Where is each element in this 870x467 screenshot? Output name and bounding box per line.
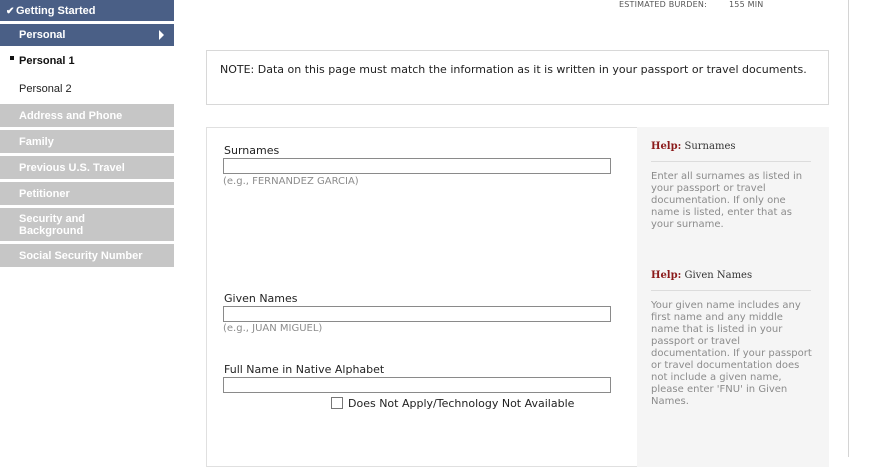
bullet-icon: [10, 56, 14, 60]
sidebar-item-personal-1[interactable]: [0, 49, 174, 73]
estimated-burden: [619, 0, 763, 10]
help-surnames-title: [651, 141, 736, 152]
help-given-names-title: [651, 270, 752, 281]
sidebar-item-label: Personal 1: [19, 55, 75, 67]
surnames-label: Surnames: [224, 144, 280, 157]
surnames-example: (e.g., FERNANDEZ GARCIA): [223, 176, 359, 187]
sidebar-item-label: Family: [19, 136, 54, 148]
sidebar-item-label: Personal: [19, 29, 66, 41]
triangle-right-icon: [159, 30, 164, 40]
help-surnames-text: Enter all surnames as listed in your passport or travel documentation. If only one name is listed, enter that as your surname.: [651, 171, 803, 230]
burden-value: 155 MIN: [728, 0, 764, 9]
sidebar-item-social-security-number: [0, 244, 174, 267]
page-right-border: [848, 0, 849, 457]
note-text: NOTE: Data on this page must match the information as it is written in your passport or travel documents.: [220, 63, 807, 76]
given-names-label: Given Names: [224, 292, 298, 305]
sidebar-item-label: Petitioner: [19, 188, 70, 200]
native-name-input[interactable]: [223, 377, 611, 393]
checkmark-icon: ✔: [6, 6, 15, 17]
surnames-input[interactable]: [223, 158, 611, 174]
sidebar-item-label: Social Security Number: [19, 250, 143, 262]
help-given-names-text: Your given name includes any first name and any middle name that is listed in your passport or travel documentation. If your passport or travel documentation does not include a given name, please enter 'FNU' in Given Names.: [651, 300, 812, 407]
sidebar-item-label: Previous U.S. Travel: [19, 162, 125, 174]
help-prefix: Help:: [651, 141, 682, 152]
sidebar-item-label: Personal 2: [19, 83, 72, 95]
help-surnames-heading: Surnames: [684, 141, 736, 152]
sidebar-item-family: [0, 130, 174, 153]
sidebar-item-getting-started[interactable]: [0, 0, 174, 21]
note-box: [206, 50, 829, 105]
does-not-apply-option[interactable]: [331, 397, 611, 411]
given-names-example: (e.g., JUAN MIGUEL): [223, 323, 323, 334]
help-given-names-heading: Given Names: [684, 270, 753, 281]
help-divider: [651, 290, 811, 291]
native-name-label: Full Name in Native Alphabet: [224, 363, 385, 376]
help-divider: [651, 161, 811, 162]
sidebar-item-security-and-background: [0, 208, 174, 241]
sidebar-item-label: Security and Background: [19, 213, 86, 237]
sidebar-item-previous-us-travel: [0, 156, 174, 179]
sidebar-item-address-and-phone: [0, 104, 174, 127]
does-not-apply-label: Does Not Apply/Technology Not Available: [348, 397, 575, 410]
help-prefix: Help:: [651, 270, 682, 281]
given-names-input[interactable]: [223, 306, 611, 322]
sidebar-item-petitioner: [0, 182, 174, 205]
burden-label: ESTIMATED BURDEN:: [619, 0, 707, 9]
does-not-apply-checkbox[interactable]: [331, 397, 343, 409]
sidebar-item-label: Getting Started: [16, 5, 96, 17]
sidebar-item-label: Address and Phone: [19, 110, 123, 122]
sidebar-item-personal[interactable]: [0, 24, 174, 46]
sidebar-item-personal-2[interactable]: [0, 76, 174, 100]
